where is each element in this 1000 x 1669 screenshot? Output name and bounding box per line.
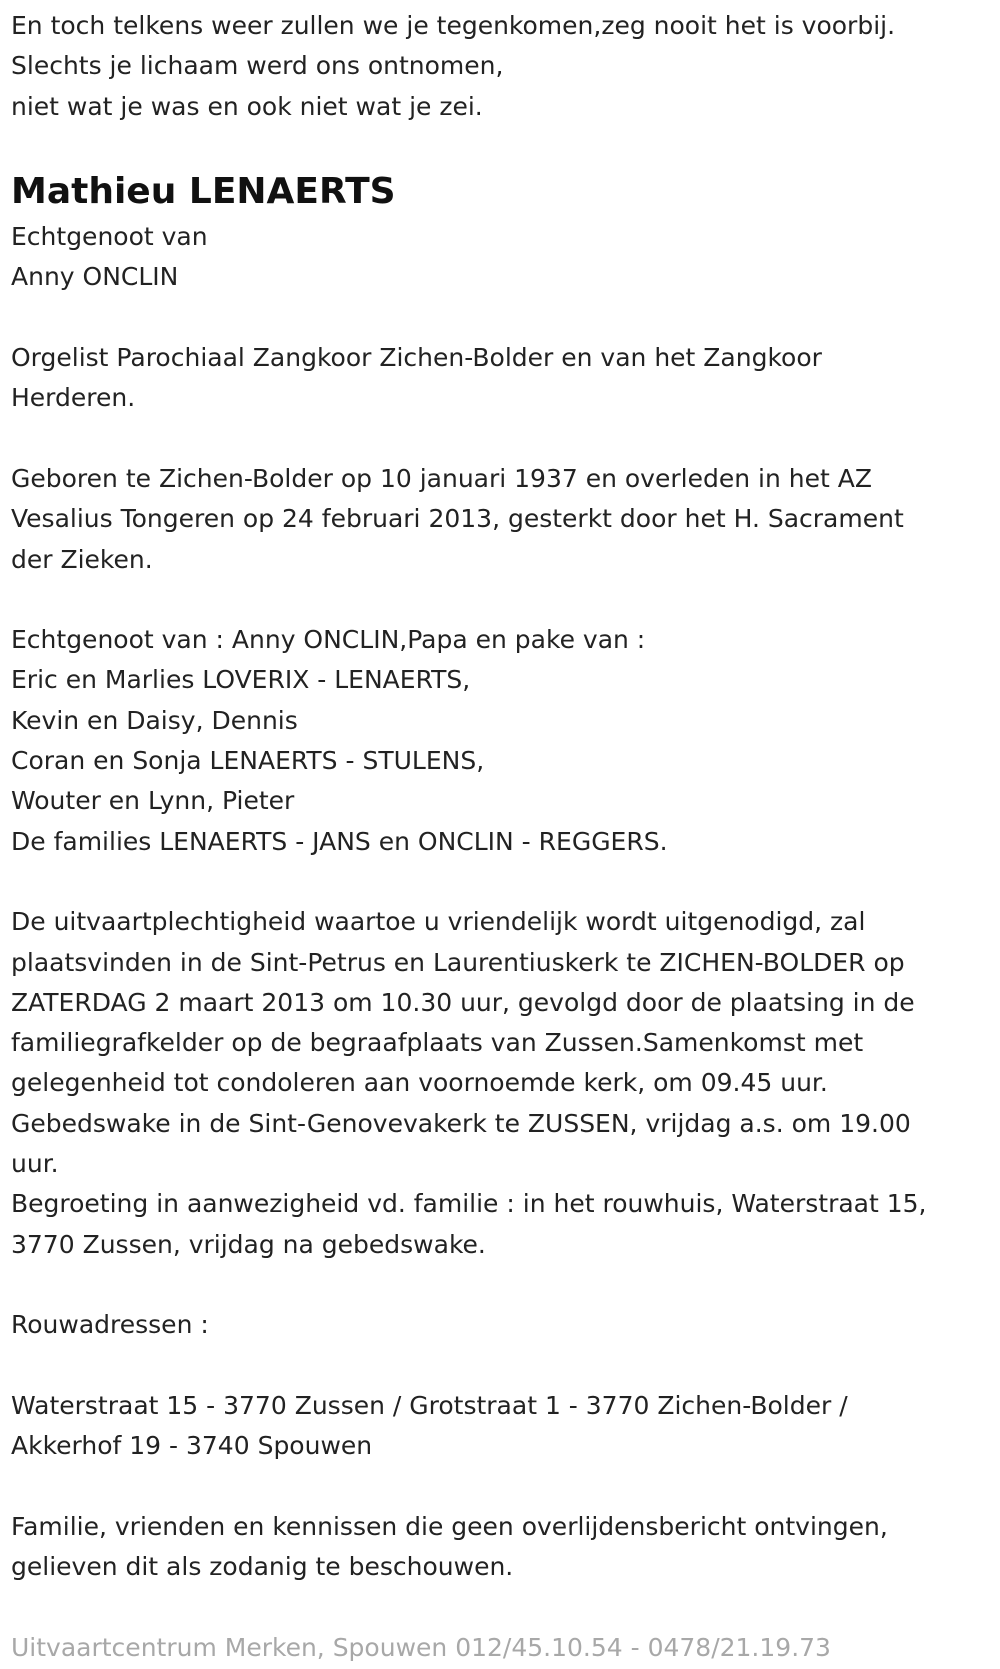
birth-death-paragraph	[11, 459, 1000, 580]
funeral-line: plaatsvinden in de Sint-Petrus en Laurentiuskerk te ZICHEN-BOLDER op	[11, 947, 905, 977]
notice-line: gelieven dit als zodanig te beschouwen.	[11, 1551, 514, 1581]
family-paragraph	[11, 620, 1000, 862]
funeral-line: familiegrafkelder op de begraafplaats van Zussen.Samenkomst met	[11, 1028, 864, 1058]
role-line: Orgelist Parochiaal Zangkoor Zichen-Bolder en van het Zangkoor	[11, 343, 822, 373]
address-line: Waterstraat 15 - 3770 Zussen / Grotstraat 1 - 3770 Zichen-Bolder /	[11, 1390, 848, 1420]
family-line: Coran en Sonja LENAERTS - STULENS,	[11, 746, 485, 776]
spouse-name: Anny ONCLIN	[11, 262, 179, 292]
poem-line: En toch telkens weer zullen we je tegenkomen,zeg nooit het is voorbij.	[11, 11, 896, 40]
family-line: Echtgenoot van : Anny ONCLIN,Papa en pake van :	[11, 625, 646, 655]
deceased-name: Mathieu LENAERTS	[11, 171, 396, 213]
funeral-line: uur.	[11, 1149, 59, 1179]
poem	[11, 6, 1000, 127]
funeral-line: De uitvaartplechtigheid waartoe u vriendelijk wordt uitgenodigd, zal	[11, 907, 866, 937]
funeral-home-footer: Uitvaartcentrum Merken, Spouwen 012/45.10.54 - 0478/21.19.73	[11, 1632, 831, 1662]
role-line: Herderen.	[11, 383, 136, 413]
notice-paragraph	[11, 1507, 1000, 1588]
deceased-block	[11, 167, 1000, 298]
funeral-paragraph	[11, 902, 1000, 1265]
funeral-line: 3770 Zussen, vrijdag na gebedswake.	[11, 1229, 486, 1259]
family-line: De families LENAERTS - JANS en ONCLIN - REGGERS.	[11, 826, 668, 856]
addresses-heading: Rouwadressen :	[11, 1310, 209, 1340]
birth-death-line: Geboren te Zichen-Bolder op 10 januari 1937 en overleden in het AZ	[11, 463, 872, 493]
family-line: Kevin en Daisy, Dennis	[11, 705, 298, 735]
family-line: Eric en Marlies LOVERIX - LENAERTS,	[11, 665, 471, 695]
addresses-heading-block	[11, 1305, 1000, 1345]
addresses-paragraph	[11, 1386, 1000, 1467]
birth-death-line: Vesalius Tongeren op 24 februari 2013, gesterkt door het H. Sacrament	[11, 504, 904, 534]
spouse-intro-line: Echtgenoot van	[11, 222, 208, 252]
role-paragraph	[11, 338, 1000, 419]
funeral-line: gelegenheid tot condoleren aan voornoemde kerk, om 09.45 uur.	[11, 1068, 828, 1098]
address-line: Akkerhof 19 - 3740 Spouwen	[11, 1431, 373, 1461]
birth-death-line: der Zieken.	[11, 544, 153, 574]
funeral-line: Begroeting in aanwezigheid vd. familie : in het rouwhuis, Waterstraat 15,	[11, 1189, 927, 1219]
footer-block	[11, 1628, 1000, 1668]
poem-line: Slechts je lichaam werd ons ontnomen,	[11, 51, 504, 81]
notice-line: Familie, vrienden en kennissen die geen overlijdensbericht ontvingen,	[11, 1511, 888, 1541]
funeral-line: ZATERDAG 2 maart 2013 om 10.30 uur, gevolgd door de plaatsing in de	[11, 987, 915, 1017]
funeral-line: Gebedswake in de Sint-Genovevakerk te ZUSSEN, vrijdag a.s. om 19.00	[11, 1108, 911, 1138]
poem-line: niet wat je was en ook niet wat je zei.	[11, 91, 483, 121]
family-line: Wouter en Lynn, Pieter	[11, 786, 295, 816]
